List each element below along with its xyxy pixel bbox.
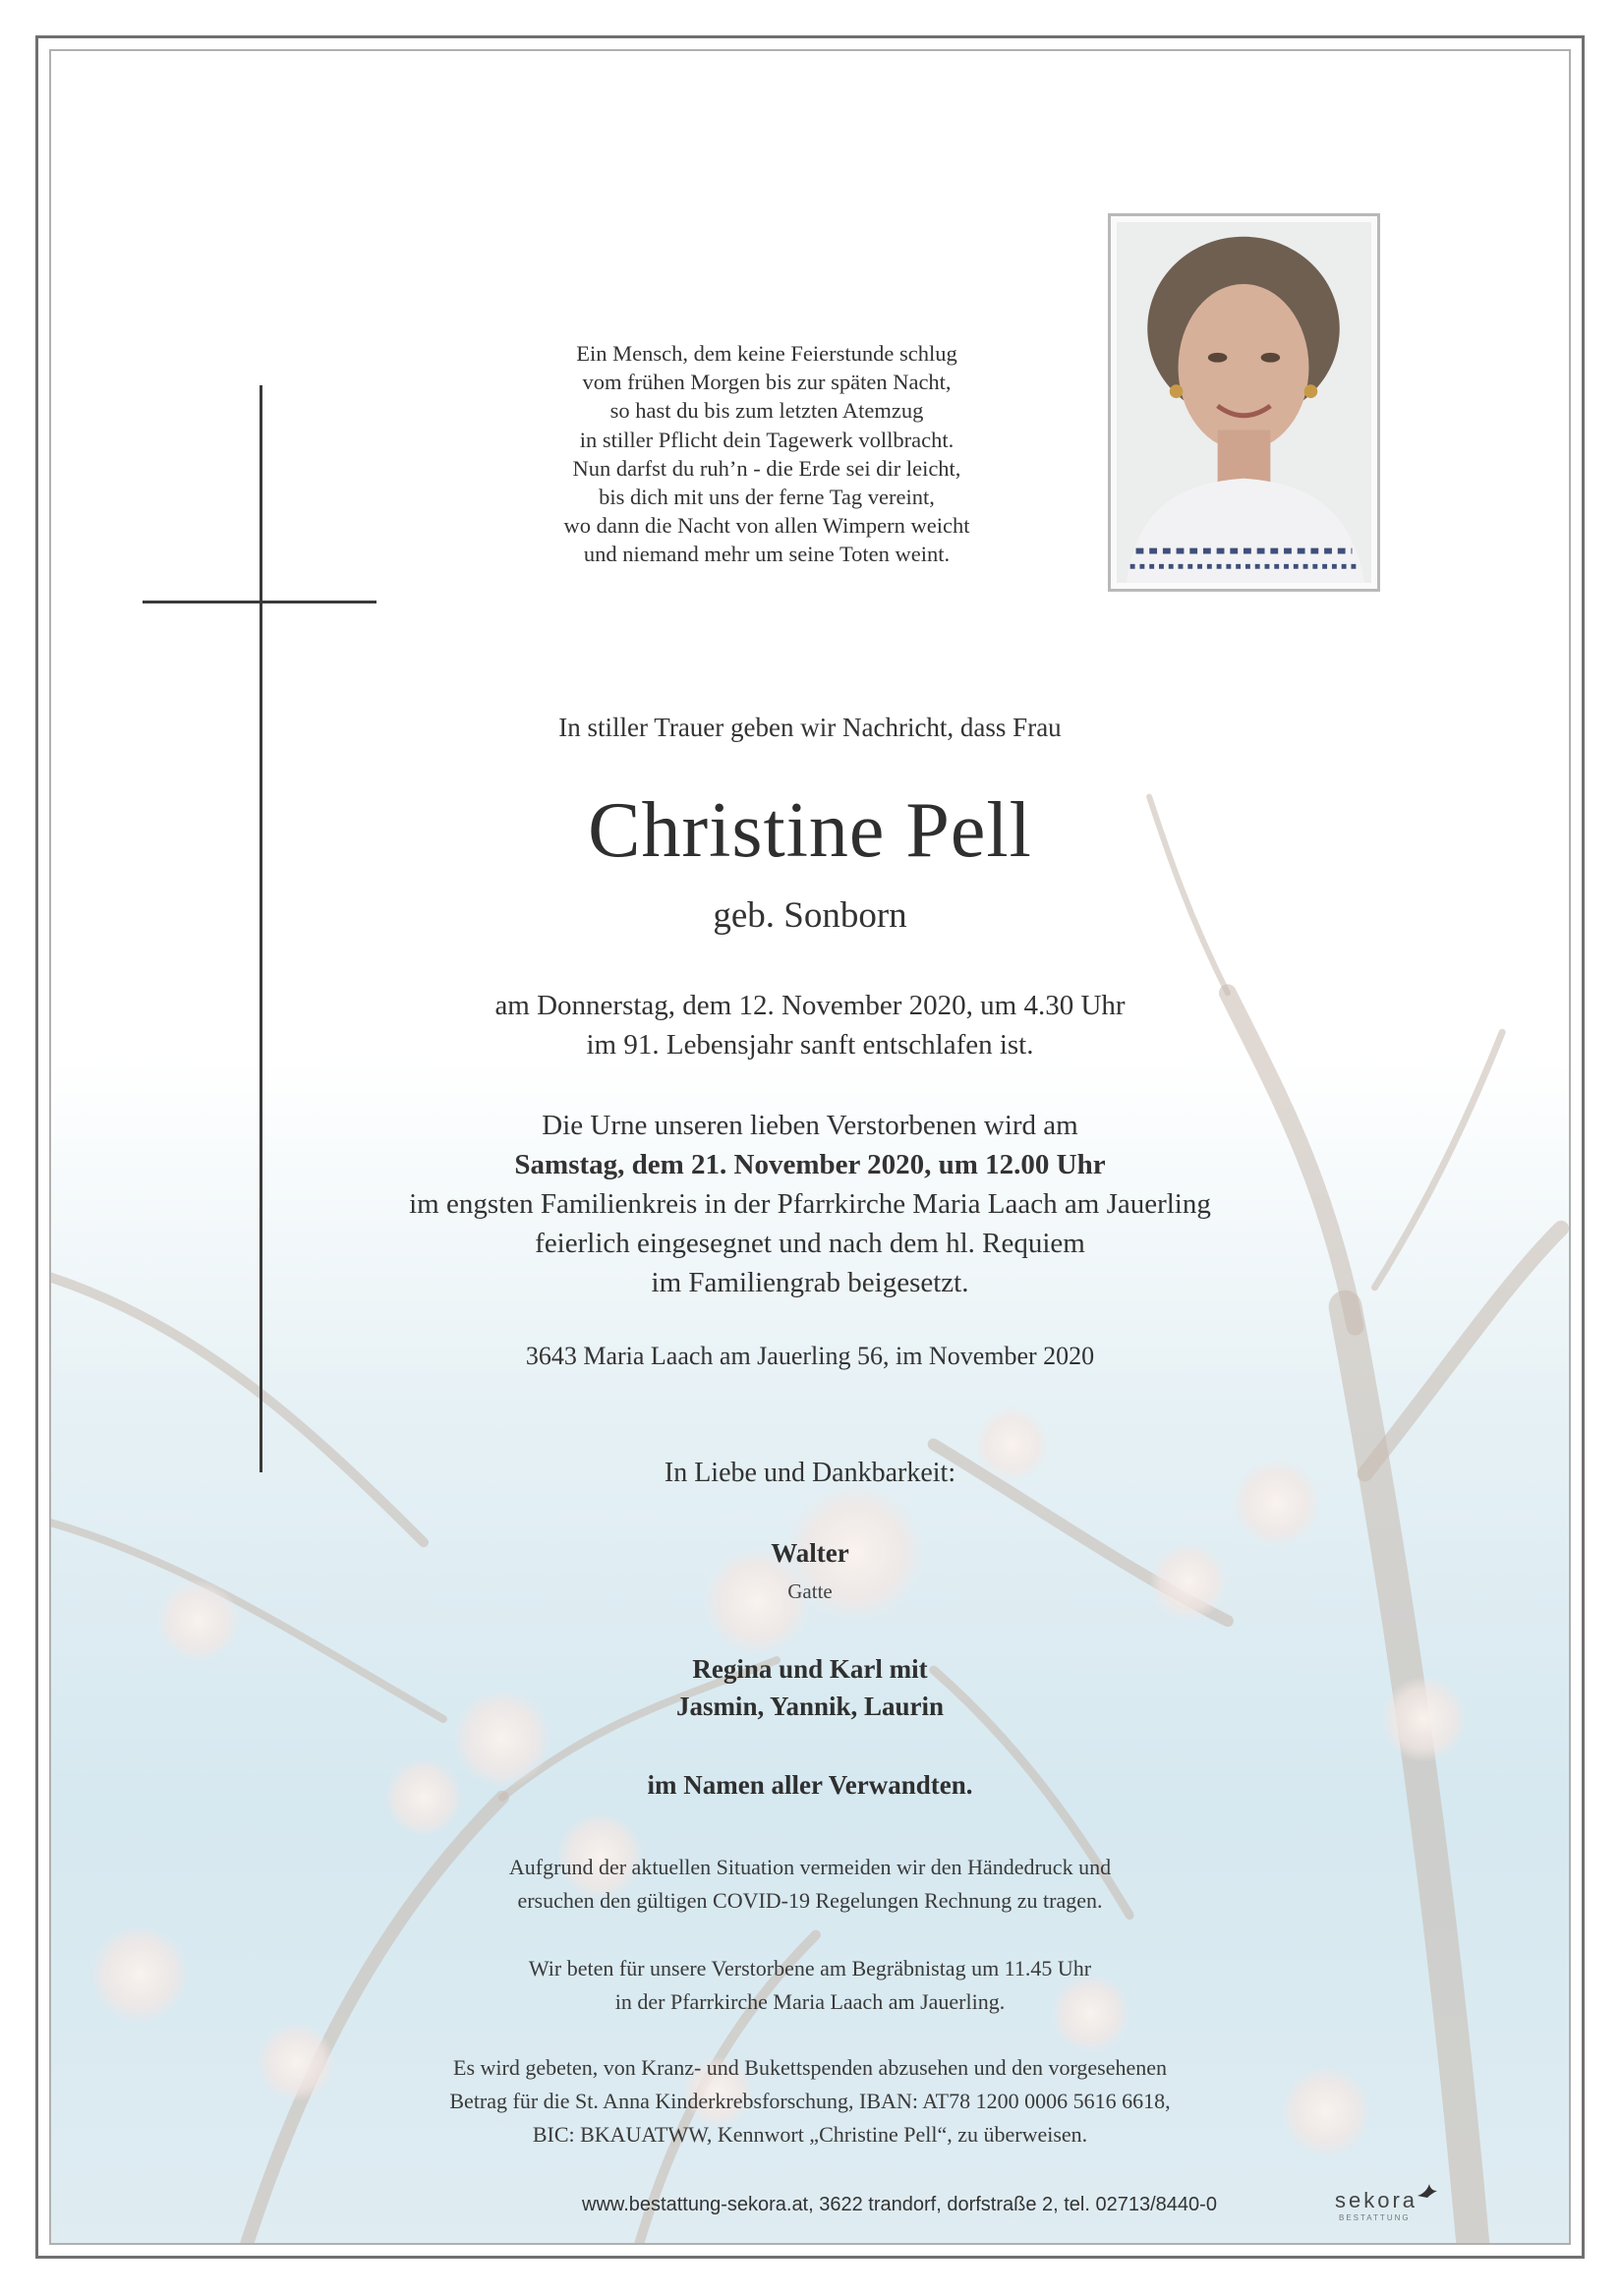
death-line-1: am Donnerstag, dem 12. November 2020, um 4.30 Uhr (494, 990, 1126, 1021)
poem-line: so hast du bis zum letzten Atemzug (609, 398, 924, 424)
poem (462, 339, 1071, 569)
funeral-line-5: im Familiengrab beigesetzt. (651, 1267, 969, 1298)
death-line-2: im 91. Lebensjahr sanft entschlafen ist. (586, 1029, 1034, 1061)
mourner-role: Gatte (787, 1579, 833, 1603)
poem-line: vom frühen Morgen bis zur späten Nacht, (582, 370, 952, 395)
intro-text: In stiller Trauer geben wir Nachricht, dass Frau (558, 713, 1062, 742)
funeral-line-4: feierlich eingesegnet und nach dem hl. Requiem (535, 1228, 1085, 1259)
sekora-logo: sekora (1335, 2188, 1418, 2212)
bird-logo-icon (1416, 2182, 1439, 2200)
logo-subtitle: BESTATTUNG (1339, 2213, 1411, 2222)
footer-address: www.bestattung-sekora.at, 3622 trandorf, dorfstraße 2, tel. 02713/8440-0 (582, 2194, 1217, 2215)
donation-line-1: Es wird gebeten, von Kranz- und Bukettspenden abzusehen und den vorgesehenen (453, 2055, 1167, 2080)
poem-line: Ein Mensch, dem keine Feierstunde schlug (576, 341, 957, 366)
covid-line-2: ersuchen den gültigen COVID-19 Regelungen Rechnung zu tragen. (517, 1888, 1103, 1913)
poem-line: bis dich mit uns der ferne Tag vereint, (599, 485, 935, 510)
poem-line: wo dann die Nacht von allen Wimpern weicht (563, 513, 970, 539)
portrait-image (1117, 222, 1371, 583)
poem-line: in stiller Pflicht dein Tagewerk vollbracht. (579, 427, 955, 452)
covid-line-1: Aufgrund der aktuellen Situation vermeiden wir den Händedruck und (508, 1855, 1112, 1879)
donation-line-2: Betrag für die St. Anna Kinderkrebsforschung, IBAN: AT78 1200 0006 5616 6618, (449, 2089, 1171, 2113)
poem-line: und niemand mehr um seine Toten weint. (583, 542, 951, 567)
mourner-name: Walter (771, 1538, 849, 1568)
cross-bar (143, 601, 376, 603)
deceased-name: Christine Pell (588, 787, 1032, 874)
donation-line-3: BIC: BKAUATWW, Kennwort „Christine Pell“, zu überweisen. (532, 2122, 1088, 2147)
funeral-line-1: Die Urne unseren lieben Verstorbenen wird am (542, 1110, 1078, 1141)
mourner-group-line-1: Regina und Karl mit (692, 1654, 928, 1684)
prayer-line-1: Wir beten für unsere Verstorbene am Begräbnistag um 11.45 Uhr (528, 1956, 1092, 1980)
place-date: 3643 Maria Laach am Jauerling 56, im November 2020 (525, 1342, 1095, 1370)
poem-line: Nun darfst du ruh’n - die Erde sei dir leicht, (572, 455, 961, 481)
maiden-name: geb. Sonborn (713, 895, 907, 936)
portrait-photo (1108, 213, 1380, 592)
gratitude-heading: In Liebe und Dankbarkeit: (664, 1458, 956, 1488)
funeral-date: Samstag, dem 21. November 2020, um 12.00 Uhr (514, 1149, 1106, 1180)
prayer-line-2: in der Pfarrkirche Maria Laach am Jauerling. (614, 1989, 1006, 2014)
mourner-group-line-2: Jasmin, Yannik, Laurin (675, 1692, 945, 1721)
relatives-line: im Namen aller Verwandten. (647, 1770, 973, 1800)
funeral-line-3: im engsten Familienkreis in der Pfarrkirche Maria Laach am Jauerling (409, 1188, 1211, 1220)
